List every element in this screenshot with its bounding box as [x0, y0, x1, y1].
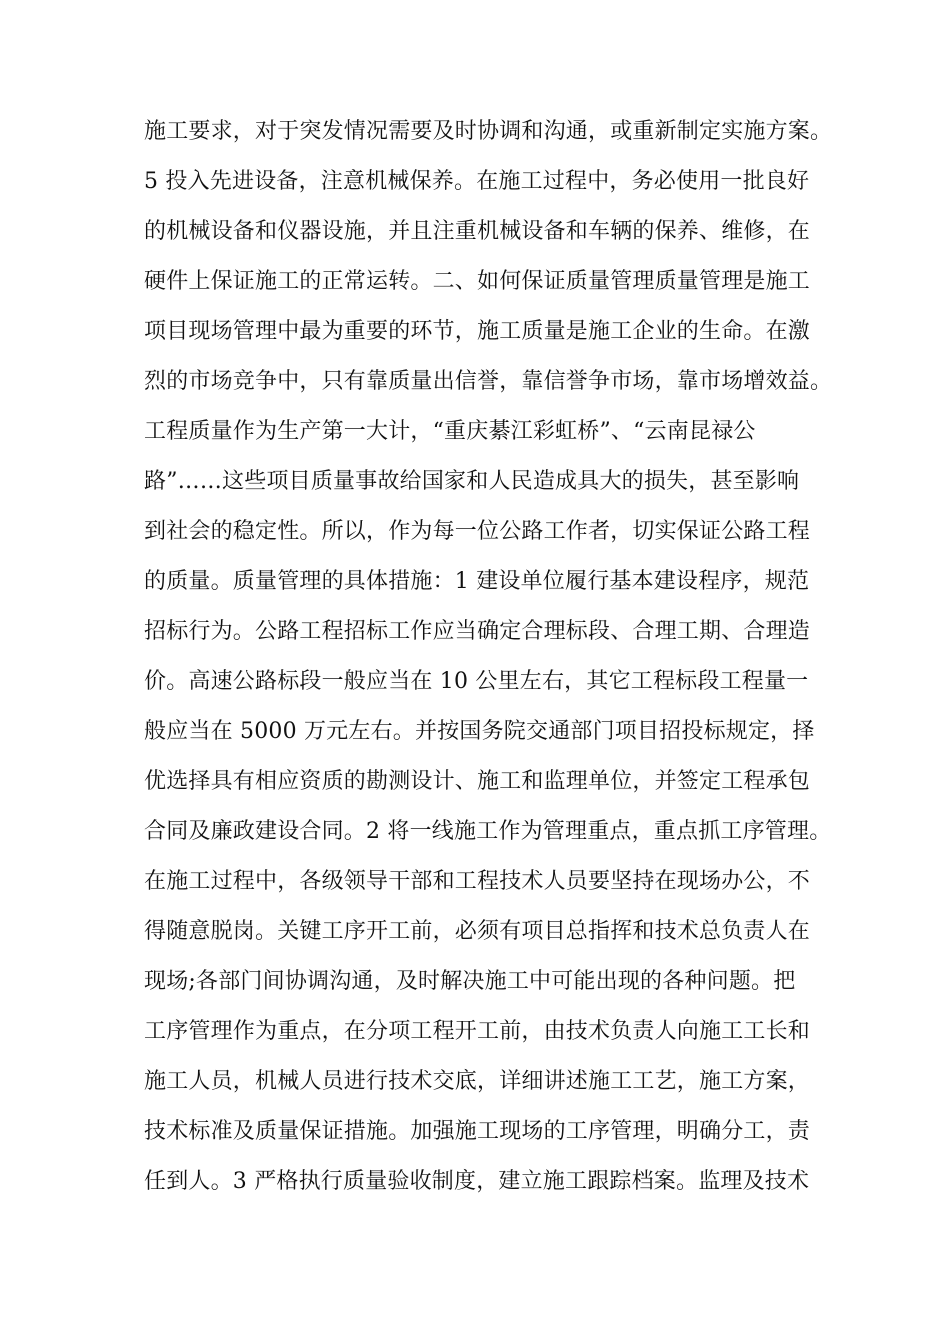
text-line: 工序管理作为重点，在分项工程开工前，由技术负责人向施工工长和 — [144, 1019, 811, 1044]
text-line: 般应当在 5000 万元左右。并按国务院交通部门项目招投标规定，择 — [144, 719, 815, 744]
text-line: 烈的市场竞争中，只有靠质量出信誉，靠信誉争市场，靠市场增效益。 — [144, 369, 833, 394]
text-line: 的机械设备和仪器设施，并且注重机械设备和车辆的保养、维修，在 — [144, 219, 811, 244]
text-line: 施工人员，机械人员进行技术交底，详细讲述施工工艺，施工方案， — [144, 1069, 811, 1094]
text-line: 招标行为。公路工程招标工作应当确定合理标段、合理工期、合理造 — [144, 619, 811, 644]
text-line: 的质量。质量管理的具体措施：1 建设单位履行基本建设程序，规范 — [144, 569, 810, 594]
text-line: 在施工过程中，各级领导干部和工程技术人员要坚持在现场办公，不 — [144, 869, 811, 894]
text-line: 工程质量作为生产第一大计，“重庆綦江彩虹桥”、“云南昆禄公 — [144, 419, 756, 444]
text-line: 5 投入先进设备，注意机械保养。在施工过程中，务必使用一批良好 — [144, 169, 810, 194]
text-line: 到社会的稳定性。所以，作为每一位公路工作者，切实保证公路工程 — [144, 519, 811, 544]
text-line: 得随意脱岗。关键工序开工前，必须有项目总指挥和技术总负责人在 — [144, 919, 811, 944]
text-line: 任到人。3 严格执行质量验收制度，建立施工跟踪档案。监理及技术 — [144, 1169, 810, 1194]
text-line: 技术标准及质量保证措施。加强施工现场的工序管理，明确分工，责 — [144, 1119, 811, 1144]
text-line: 硬件上保证施工的正常运转。二、如何保证质量管理质量管理是施工 — [144, 269, 811, 294]
text-line: 施工要求，对于突发情况需要及时协调和沟通，或重新制定实施方案。 — [144, 119, 833, 144]
text-line: 优选择具有相应资质的勘测设计、施工和监理单位，并签定工程承包 — [144, 769, 811, 794]
body-text — [144, 107, 844, 1207]
text-line: 合同及廉政建设合同。2 将一线施工作为管理重点，重点抓工序管理。 — [144, 819, 832, 844]
text-line: 现场;各部门间协调沟通，及时解决施工中可能出现的各种问题。把 — [144, 969, 796, 994]
text-line: 项目现场管理中最为重要的环节，施工质量是施工企业的生命。在激 — [144, 319, 811, 344]
text-line: 路”……这些项目质量事故给国家和人民造成具大的损失，甚至影响 — [144, 469, 800, 494]
text-line: 价。高速公路标段一般应当在 10 公里左右，其它工程标段工程量一 — [144, 669, 809, 694]
